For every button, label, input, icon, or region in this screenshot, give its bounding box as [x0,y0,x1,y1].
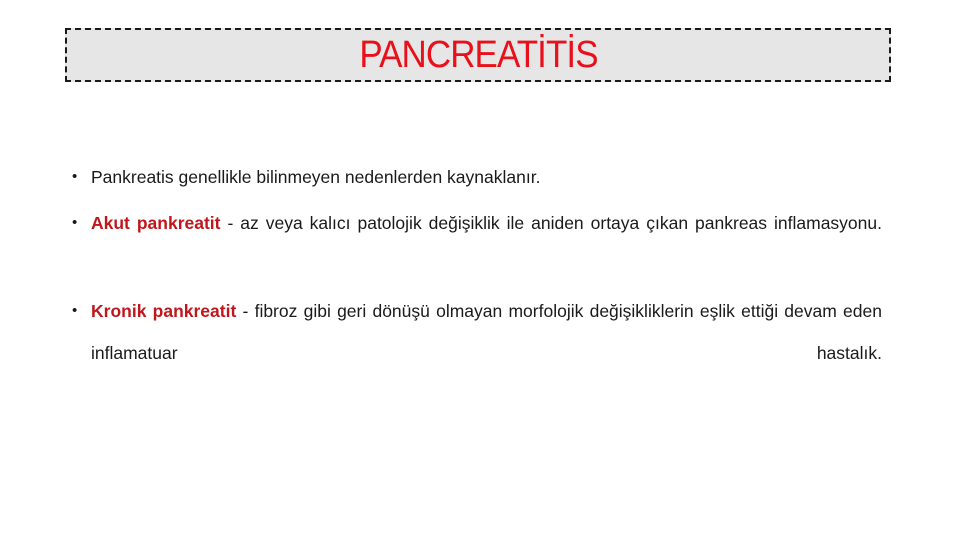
bullet-item-2 [72,202,882,286]
bullet-dot-icon: • [72,302,78,319]
title-box [65,28,891,82]
bullet-text-3: - fibroz gibi geri dönüşü olmayan morfolojik değişikliklerin eşlik ettiği devam eden inflamatuar hastalık. [91,301,882,363]
bullet-item-3 [72,290,882,416]
bullet-text-2: - az veya kalıcı patolojik değişiklik ile aniden ortaya çıkan pankreas inflamasyonu. [220,213,882,233]
bullet-item-1 [72,156,882,198]
bullet-term-acute: Akut pankreatit [91,213,221,233]
bullet-list [72,156,882,416]
bullet-text-1: Pankreatis genellikle bilinmeyen nedenlerden kaynaklanır. [91,167,541,187]
slide-title: PANCREATİTİS [358,34,598,76]
bullet-dot-icon: • [72,214,78,231]
bullet-dot-icon: • [72,168,78,185]
bullet-term-chronic: Kronik pankreatit [91,301,237,321]
